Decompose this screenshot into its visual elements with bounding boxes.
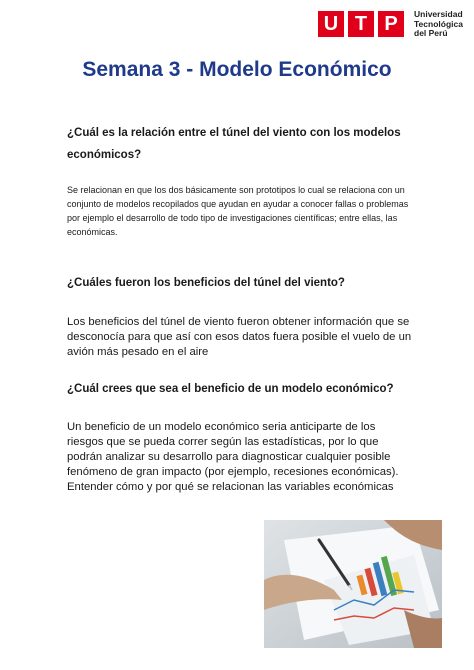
logo-line-3: del Perú	[414, 28, 448, 38]
logo-line-1: Universidad	[414, 9, 463, 19]
question-1: ¿Cuál es la relación entre el túnel del viento con los modelos económicos?	[67, 127, 401, 161]
answer-3: Un beneficio de un modelo económico seria anticiparte de los riesgos que se pueda correr según las estadísticas, por lo que podrán analizar su desarrollo para diagnosticar cualquier posible fenómeno de gran impacto (por ejemplo, recesiones económicas). Entender cómo y por qué se relacionan las variables económicas	[67, 421, 399, 493]
logo-university-name	[414, 10, 463, 39]
logo-letter-p: P	[378, 11, 404, 37]
page-title: Semana 3 - Modelo Económico	[82, 58, 392, 81]
logo-line-2: Tecnológica	[414, 18, 463, 29]
answer-2: Los beneficios del túnel de viento fueron obtener información que se desconocía para que así con esos datos fuera posible el vuelo de un avión más pesado en el aire	[67, 316, 412, 358]
business-charts-photo	[264, 520, 442, 648]
answer-1: Se relacionan en que los dos básicamente son prototipos lo cual se relaciona con un conjunto de modelos recopilados que ayudan en ayudar a conocer fallas o problemas por ejemplo el desarrollo de todo tipo de investigaciones científicas; entre ellas, las económicas.	[67, 185, 409, 237]
question-2: ¿Cuáles fueron los beneficios del túnel del viento?	[67, 277, 345, 289]
question-3: ¿Cuál crees que sea el beneficio de un modelo económico?	[67, 383, 394, 395]
logo-letter-t: T	[348, 11, 374, 37]
logo-letter-u: U	[318, 11, 344, 37]
utp-logo	[318, 10, 463, 39]
